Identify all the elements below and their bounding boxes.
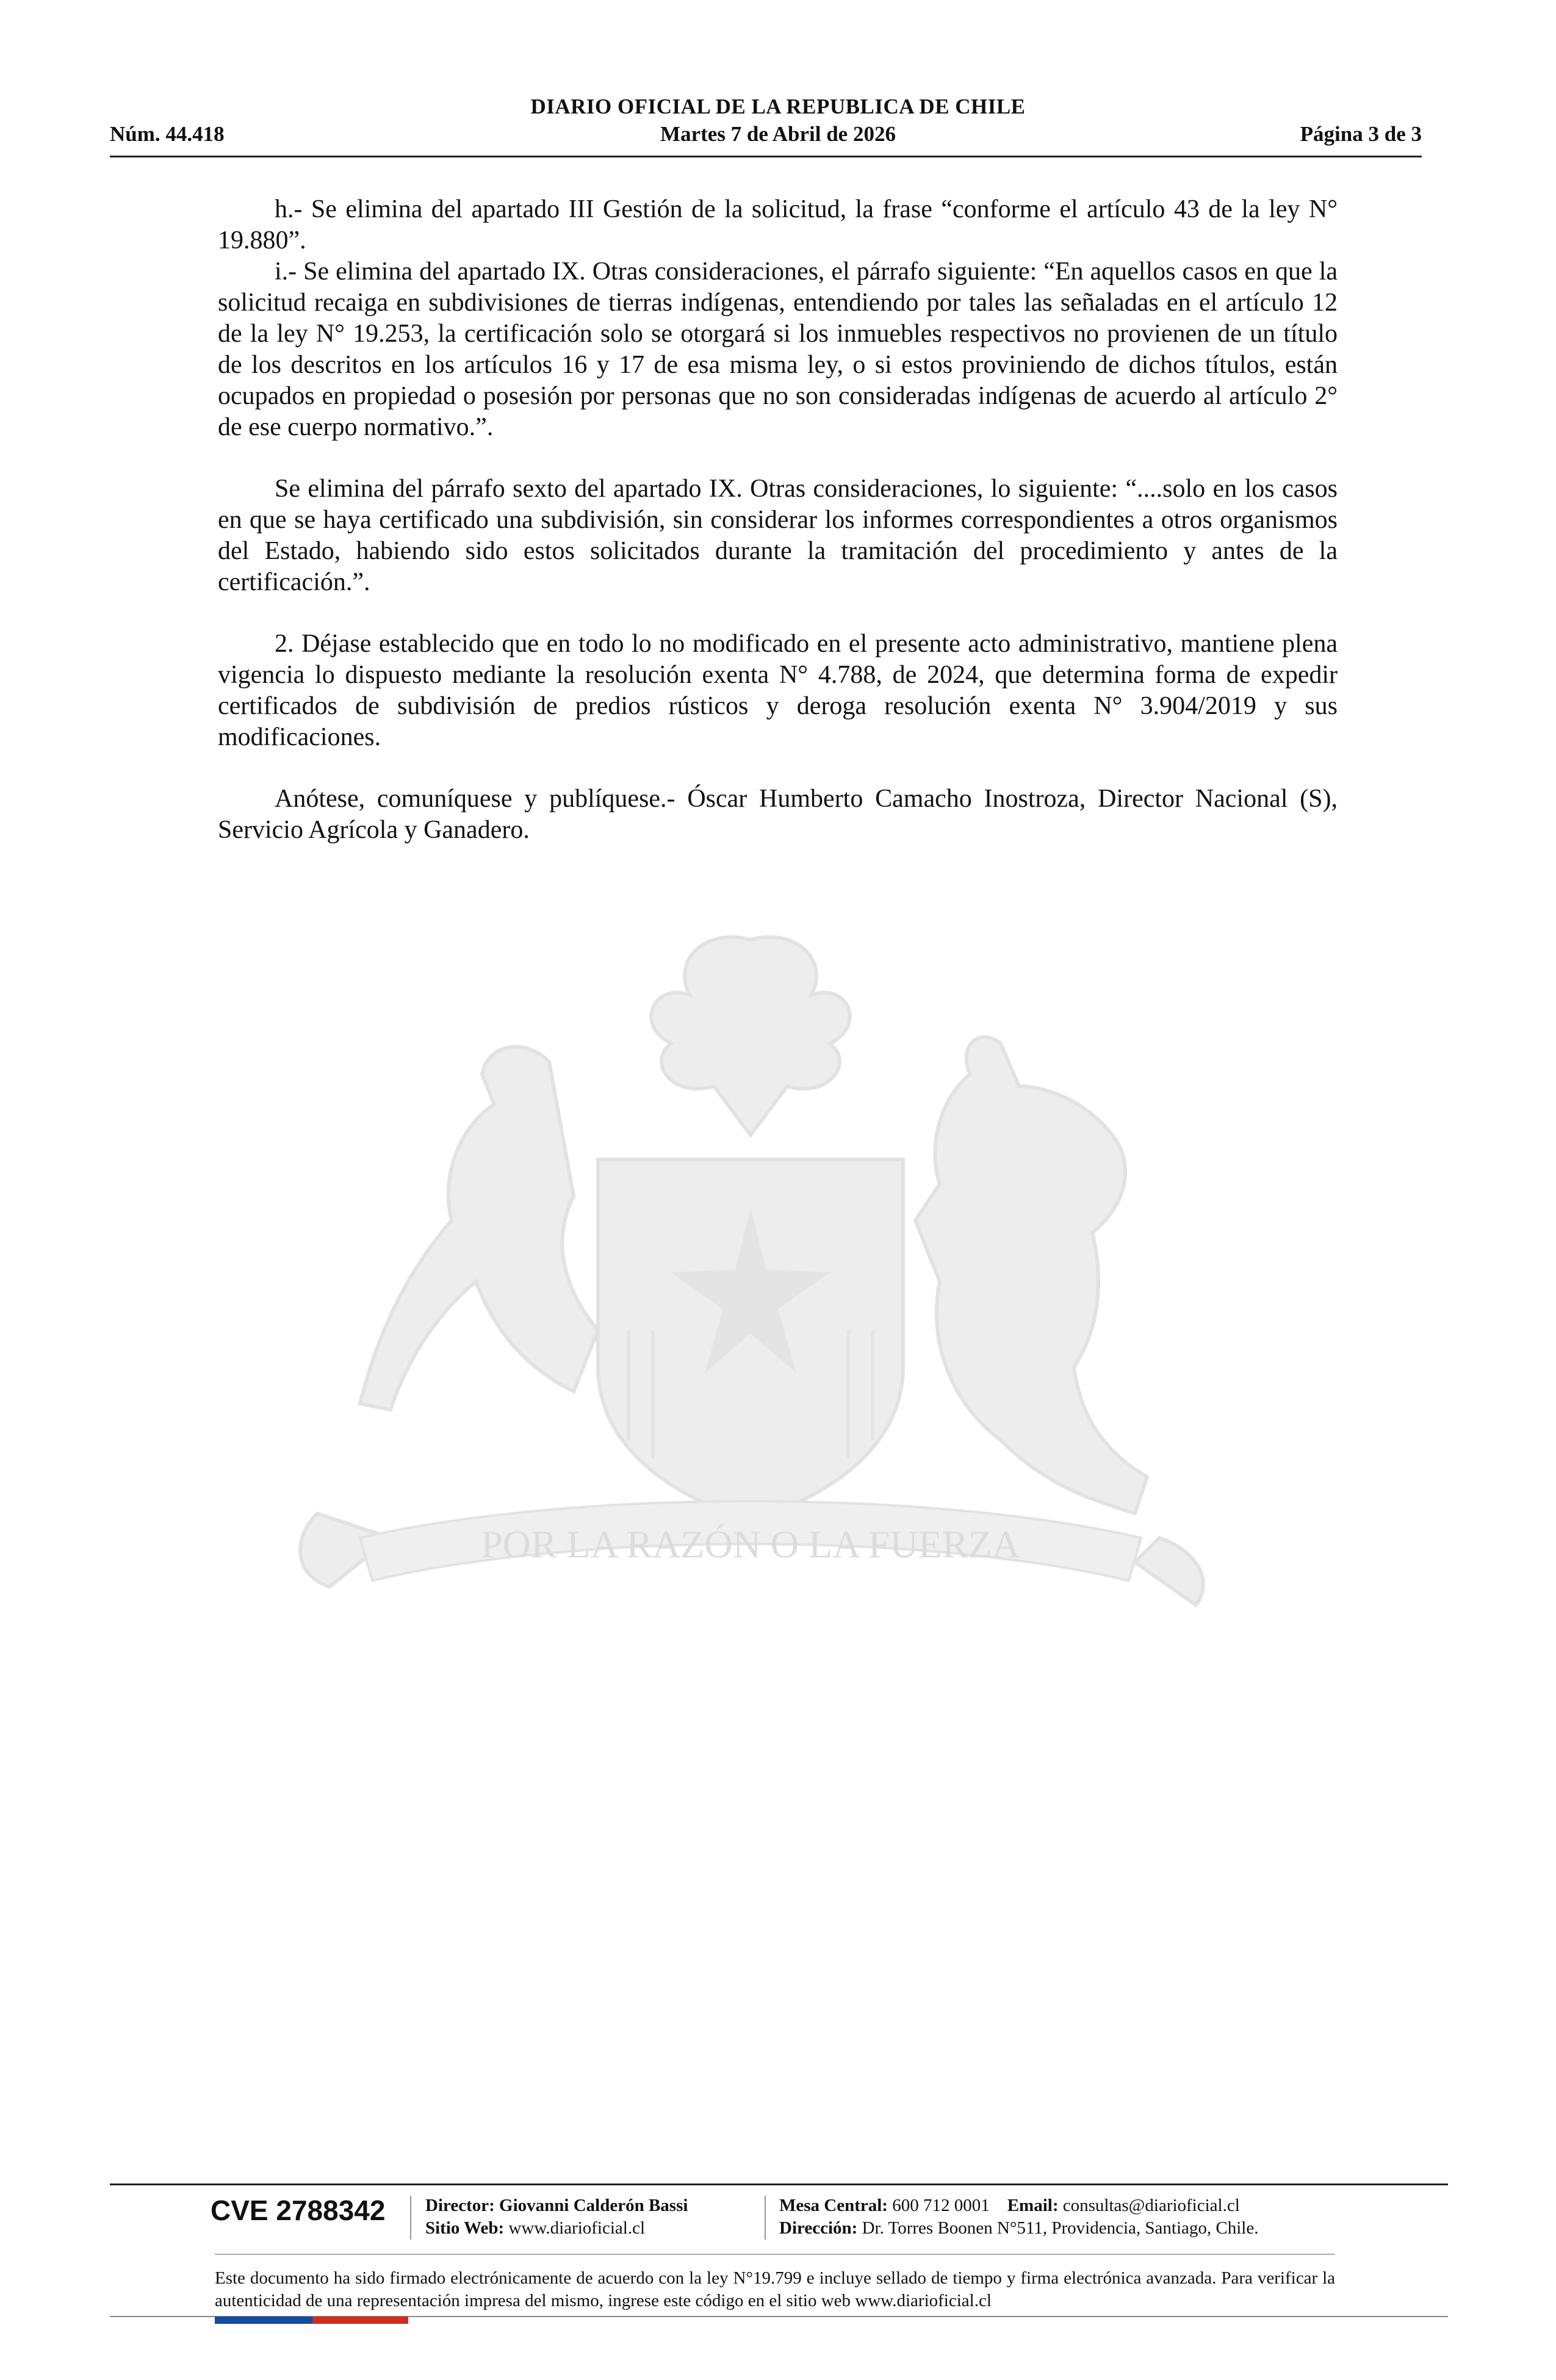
electronic-signature-note: Este documento ha sido firmado electrónicamente de acuerdo con la ley N°19.799 e incluye sellado de tiempo y firma electrónica avanzada. Para verificar la autenticidad de una representación impresa del mismo, ingrese este código en el sitio web www.diarioficial.cl	[215, 2268, 1335, 2310]
coat-of-arms-motto: POR LA RAZÓN O LA FUERZA	[481, 1523, 1020, 1566]
website-label: Sitio Web:	[425, 2218, 505, 2238]
footer-separator	[765, 2196, 766, 2240]
email-label: Email:	[1007, 2196, 1059, 2215]
footer-contact-block	[779, 2194, 1258, 2240]
publication-title: DIARIO OFICIAL DE LA REPUBLICA DE CHILE	[530, 95, 1026, 118]
director-label: Director:	[425, 2196, 495, 2215]
flag-stripe-red	[312, 2317, 408, 2324]
address-value: Dr. Torres Boonen N°511, Providencia, Santiago, Chile.	[862, 2218, 1259, 2238]
flag-stripe-blue	[215, 2317, 312, 2324]
issue-date: Martes 7 de Abril de 2026	[660, 122, 896, 146]
footer-separator	[410, 2196, 411, 2240]
director-name: Giovanni Calderón Bassi	[499, 2196, 688, 2215]
address-label: Dirección:	[779, 2218, 858, 2238]
cve-code: CVE 2788342	[211, 2194, 386, 2226]
email-link[interactable]: consultas@diarioficial.cl	[1062, 2196, 1240, 2215]
website-link[interactable]: www.diarioficial.cl	[508, 2218, 646, 2238]
header-divider	[110, 156, 1422, 157]
mesa-central-label: Mesa Central:	[779, 2196, 888, 2215]
issue-number: Núm. 44.418	[110, 122, 225, 146]
footer-director-block	[425, 2194, 688, 2240]
closing-signature: Anótese, comuníquese y publíquese.- Óscar Humberto Camacho Inostroza, Director Nacional (S), Servicio Agrícola y Ganadero.	[218, 785, 1338, 844]
document-body	[218, 194, 1338, 846]
coat-of-arms-watermark	[207, 903, 1294, 1666]
paragraph-h: h.- Se elimina del apartado III Gestión de la solicitud, la frase “conforme el artículo 43 de la ley N° 19.880”.	[218, 195, 1338, 254]
paragraph-i: i.- Se elimina del apartado IX. Otras consideraciones, el párrafo siguiente: “En aquellos casos en que la solicitud recaiga en subdivisiones de tierras indígenas, entendiendo por tales las señaladas en el artículo 12 de la ley N° 19.253, la certificación solo se otorgará si los inmuebles respectivos no provienen de un título de los descritos en los artículos 16 y 17 de esa misma ley, o si estos proviniendo de dichos títulos, están ocupados en propiedad o posesión por personas que no son consideradas indígenas de acuerdo al artículo 2° de ese cuerpo normativo.”.	[218, 258, 1338, 441]
footer-inner-divider	[215, 2254, 1335, 2255]
mesa-central-phone: 600 712 0001	[892, 2196, 990, 2215]
paragraph-2: 2. Déjase establecido que en todo lo no modificado en el presente acto administrativo, mantiene plena vigencia lo dispuesto mediante la resolución exenta N° 4.788, de 2024, que determina forma de expedir certificados de subdivisión de predios rústicos y deroga resolución exenta N° 3.904/2019 y sus modificaciones.	[218, 630, 1338, 751]
paragraph-sexto: Se elimina del párrafo sexto del apartado IX. Otras consideraciones, lo siguiente: “....solo en los casos en que se haya certificado una subdivisión, sin considerar los informes correspondientes a otros organismos del Estado, habiendo sido estos solicitados durante la tramitación del procedimiento y antes de la certificación.”.	[218, 475, 1338, 596]
page-indicator: Página 3 de 3	[1300, 122, 1422, 146]
footer-divider	[110, 2183, 1448, 2185]
